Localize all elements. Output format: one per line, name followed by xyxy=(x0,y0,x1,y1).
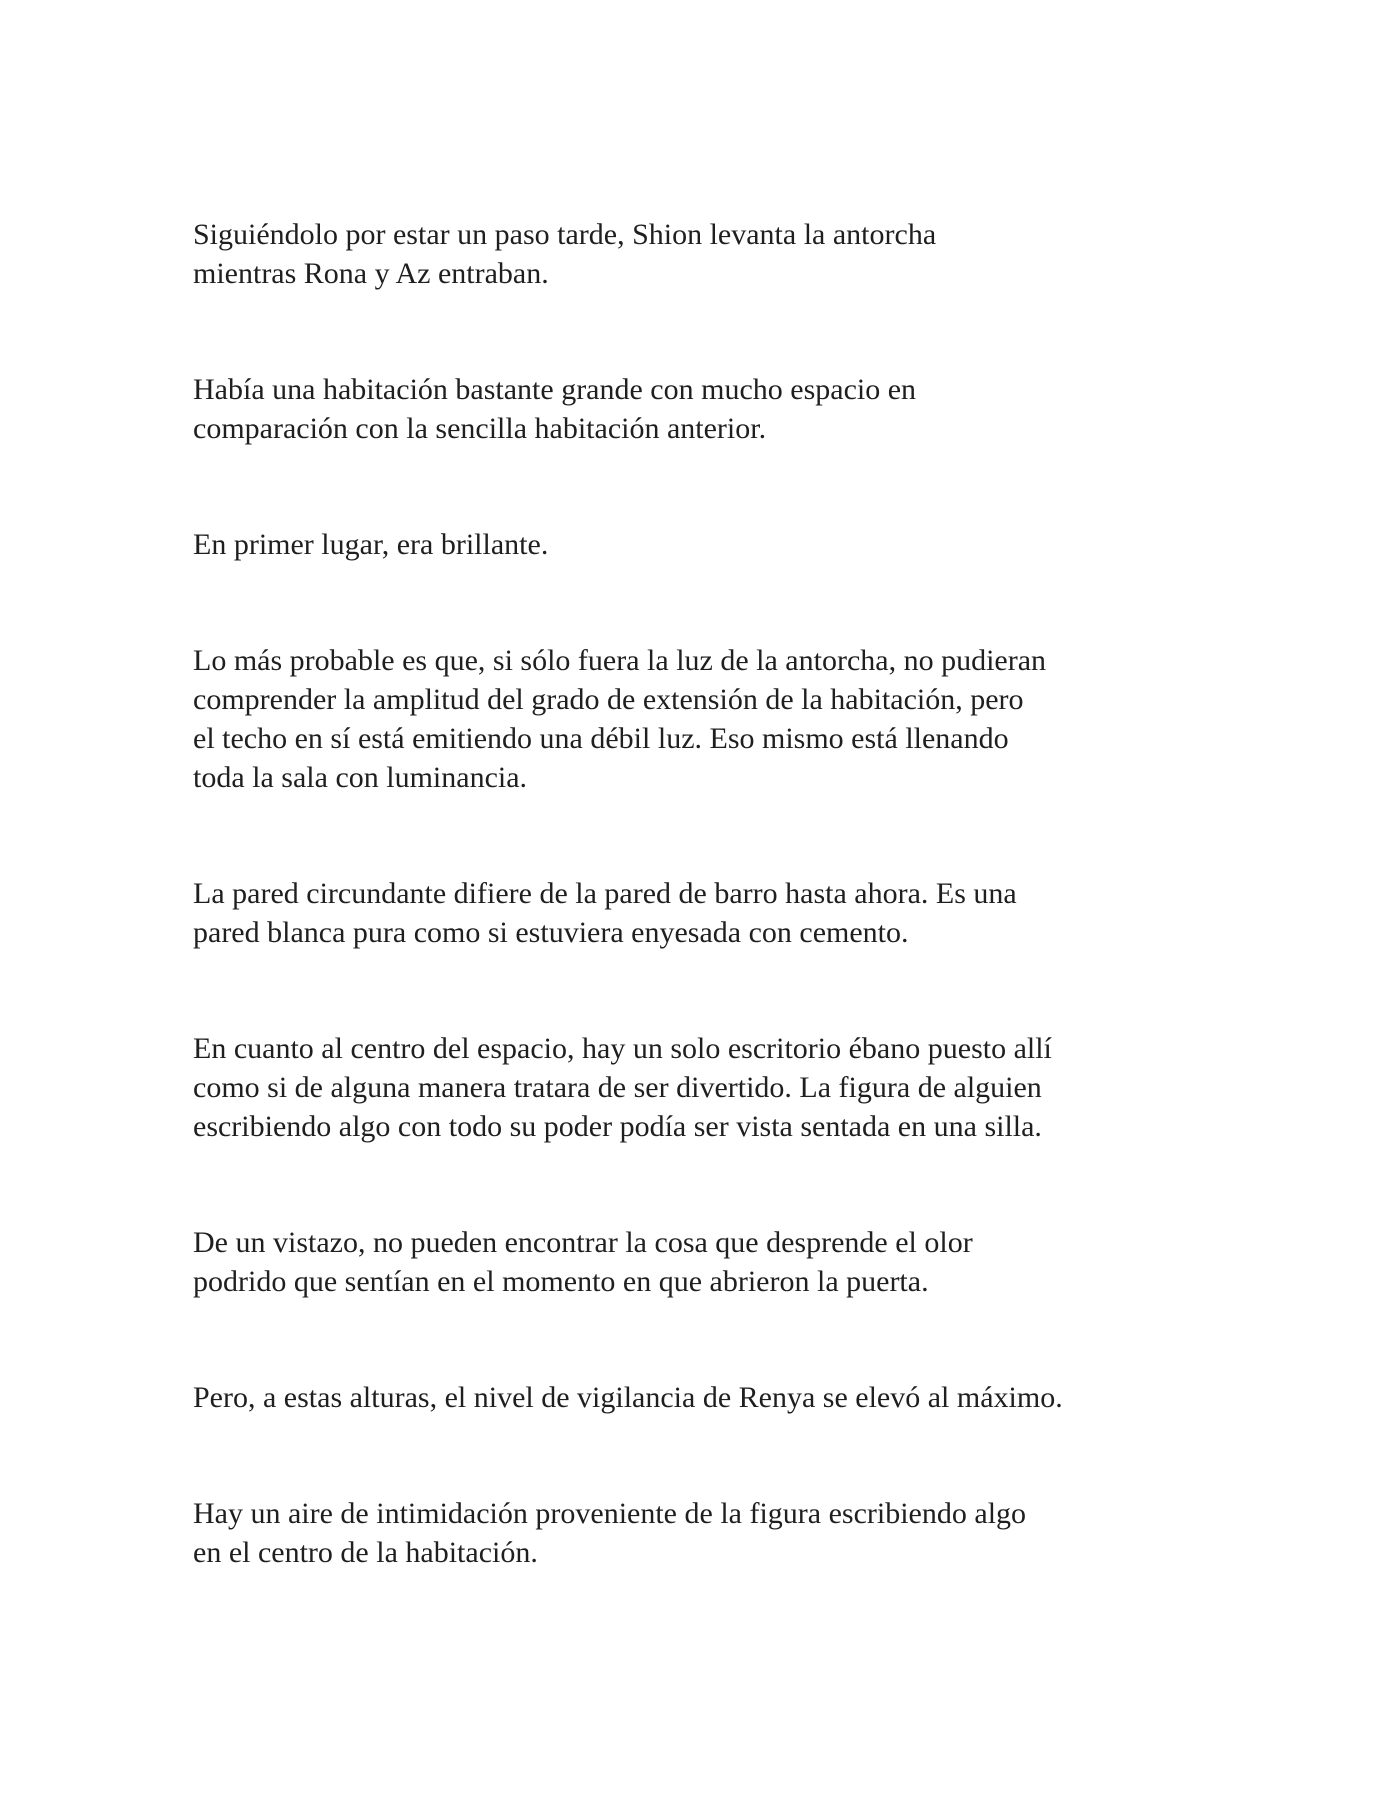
paragraph-3: En primer lugar, era brillante. xyxy=(193,528,549,561)
paragraph-9: Hay un aire de intimidación proveniente de la figura escribiendo algo en el centro de la habitación. xyxy=(193,1497,1027,1569)
paragraph-1: Siguiéndolo por estar un paso tarde, Shion levanta la antorcha mientras Rona y Az entraban. xyxy=(193,218,937,290)
paragraph-6: En cuanto al centro del espacio, hay un solo escritorio ébano puesto allí como si de alguna manera tratara de ser divertido. La figura de alguien escribiendo algo con todo su poder podía ser vista sentada en una silla. xyxy=(193,1032,1052,1143)
paragraph-2: Había una habitación bastante grande con mucho espacio en comparación con la sencilla habitación anterior. xyxy=(193,373,917,445)
paragraph-5: La pared circundante difiere de la pared de barro hasta ahora. Es una pared blanca pura como si estuviera enyesada con cemento. xyxy=(193,877,1017,949)
body-text xyxy=(193,215,1233,1649)
paragraph-4: Lo más probable es que, si sólo fuera la luz de la antorcha, no pudieran comprender la amplitud del grado de extensión de la habitación, pero el techo en sí está emitiendo una débil luz. Eso mismo está llenando toda la sala con luminancia. xyxy=(193,644,1047,794)
paragraph-8: Pero, a estas alturas, el nivel de vigilancia de Renya se elevó al máximo. xyxy=(193,1381,1063,1414)
paragraph-7: De un vistazo, no pueden encontrar la cosa que desprende el olor podrido que sentían en el momento en que abrieron la puerta. xyxy=(193,1226,973,1298)
